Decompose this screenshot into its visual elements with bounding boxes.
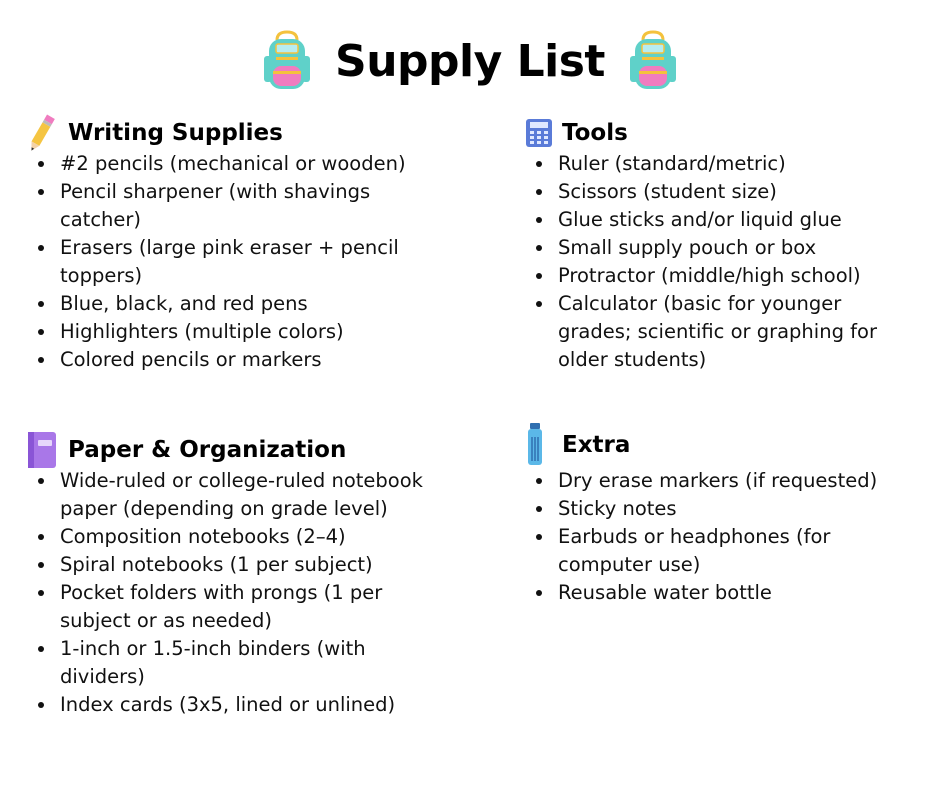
backpack-icon xyxy=(261,30,313,92)
section-title: Tools xyxy=(562,120,628,146)
list-item: Ruler (standard/metric) xyxy=(558,150,884,178)
list-item: Highlighters (multiple colors) xyxy=(60,318,426,346)
list-item: Earbuds or headphones (for computer use) xyxy=(558,523,884,579)
calculator-icon xyxy=(524,113,560,153)
section-tools xyxy=(524,116,884,374)
section-title: Writing Supplies xyxy=(68,120,283,146)
section-title: Paper & Organization xyxy=(68,437,347,463)
section-header xyxy=(524,116,884,150)
section-header xyxy=(524,423,884,467)
list-item: 1-inch or 1.5-inch binders (with dividers) xyxy=(60,635,426,691)
title-row xyxy=(0,30,940,92)
list-item: Protractor (middle/high school) xyxy=(558,262,884,290)
list-item: Colored pencils or markers xyxy=(60,346,426,374)
list-item: Wide-ruled or college-ruled notebook paper (depending on grade level) xyxy=(60,467,426,523)
list-item: Reusable water bottle xyxy=(558,579,884,607)
section-header xyxy=(26,433,426,467)
list-item: Composition notebooks (2–4) xyxy=(60,523,426,551)
list-item: Scissors (student size) xyxy=(558,178,884,206)
section-title: Extra xyxy=(562,432,631,458)
tools-list xyxy=(524,150,884,374)
list-item: Glue sticks and/or liquid glue xyxy=(558,206,884,234)
section-extra xyxy=(524,423,884,607)
water-bottle-icon xyxy=(524,423,560,467)
list-item: Pencil sharpener (with shavings catcher) xyxy=(60,178,426,234)
list-item: Small supply pouch or box xyxy=(558,234,884,262)
section-writing-supplies xyxy=(26,116,426,374)
list-item: Pocket folders with prongs (1 per subject or as needed) xyxy=(60,579,426,635)
section-header xyxy=(26,116,426,150)
list-item: Calculator (basic for younger grades; scientific or graphing for older students) xyxy=(558,290,884,374)
extra-list xyxy=(524,467,884,607)
paper-organization-list xyxy=(26,467,426,719)
pencil-icon xyxy=(26,113,66,153)
list-item: Spiral notebooks (1 per subject) xyxy=(60,551,426,579)
page-title: Supply List xyxy=(335,35,605,87)
notebook-icon xyxy=(26,430,66,470)
list-item: Blue, black, and red pens xyxy=(60,290,426,318)
list-item: Sticky notes xyxy=(558,495,884,523)
backpack-icon xyxy=(627,30,679,92)
list-item: Erasers (large pink eraser + pencil toppers) xyxy=(60,234,426,290)
list-item: Dry erase markers (if requested) xyxy=(558,467,884,495)
writing-supplies-list xyxy=(26,150,426,374)
list-item: #2 pencils (mechanical or wooden) xyxy=(60,150,426,178)
list-item: Index cards (3x5, lined or unlined) xyxy=(60,691,426,719)
section-paper-organization xyxy=(26,433,426,719)
